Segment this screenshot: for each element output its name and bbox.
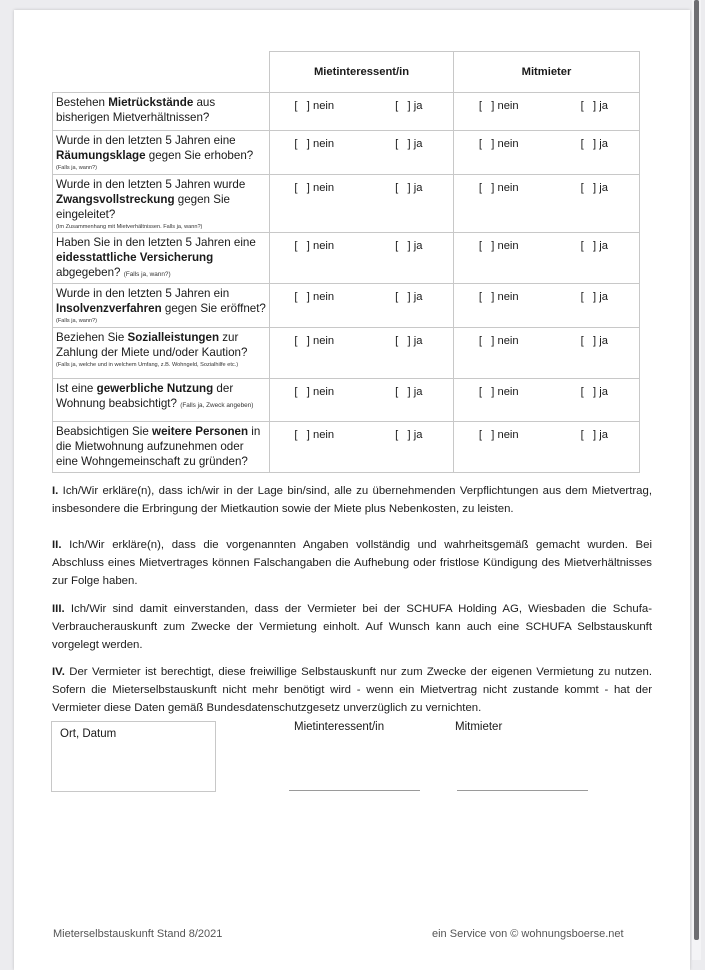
question-keyword: Zwangsvollstreckung [56,193,175,206]
question-keyword: Sozialleistungen [127,331,220,344]
tenant-checkbox-nein[interactable]: [ ] nein [294,240,335,252]
question-post: gegen Sie eröffnet? [161,302,266,315]
table-row [53,284,640,328]
tenant-checkbox-nein[interactable]: [ ] nein [294,386,335,398]
declaration-paragraph [52,482,652,518]
cotenant-checkbox-nein[interactable]: [ ] nein [478,240,519,252]
cotenant-checkbox-ja[interactable]: [ ] ja [580,100,608,112]
question-post: gegen Sie eingeleitet? [56,193,230,221]
question-keyword: weitere Personen [152,425,249,438]
footer-right: ein Service von © wohnungsboerse.net [432,928,624,940]
question-keyword: Mietrückstände [108,96,194,109]
cotenant-answer-cell [454,93,640,131]
question-text [53,379,269,414]
footer-left: Mieterselbstauskunft Stand 8/2021 [53,928,223,940]
tenant-checkbox-ja[interactable]: [ ] ja [395,100,423,112]
tenant-checkbox-ja[interactable]: [ ] ja [395,429,423,441]
question-text [53,233,269,283]
declaration-text: Ich/Wir erkläre(n), dass ich/wir in der Lage bin/sind, alle zu übernehmenden Verpflichtungen aus dem Mietvertrag, insbesondere die Erbringung der Mietkaution sowie der Miete plus Nebenkosten, zu leisten. [52,485,652,515]
question-keyword: gewerbliche Nutzung [96,382,214,395]
tenant-checkbox-nein[interactable]: [ ] nein [294,291,335,303]
question-pre: Ist eine [56,382,97,395]
question-cell [53,379,270,422]
cotenant-answer-cell [454,422,640,473]
question-cell [53,93,270,131]
declaration-text: Der Vermieter ist berechtigt, diese freiwillige Selbstauskunft nur zum Zwecke der eigenen Vermietung zu nutzen. Sofern die Mieterselbstauskunft nicht mehr benötigt wird - wenn ein Mietvertrag nicht zustande kommt - hat der Vermieter diese Daten gemäß Bundesdatenschutzgesetz unverzüglich zu vernichten. [52,666,652,714]
question-note: (Falls ja, welche und in welchem Umfang, z.B. Wohngeld, Sozialhilfe etc.) [56,362,239,368]
tenant-checkbox-ja[interactable]: [ ] ja [395,335,423,347]
tenant-answer-cell [270,328,454,379]
cotenant-answer-cell [454,284,640,328]
question-pre: Wurde in den letzten 5 Jahren eine [56,134,236,147]
question-note: (Falls ja, wann?) [56,165,98,171]
cotenant-checkbox-nein[interactable]: [ ] nein [478,138,519,150]
question-pre: Wurde in den letzten 5 Jahren ein [56,287,230,300]
tenant-checkbox-nein[interactable]: [ ] nein [294,100,335,112]
question-pre: Haben Sie in den letzten 5 Jahren eine [56,236,256,249]
tenant-answer-cell [270,233,454,284]
declaration-number: IV. [52,666,65,678]
question-cell [53,175,270,233]
tenant-checkbox-nein[interactable]: [ ] nein [294,182,335,194]
cotenant-checkbox-ja[interactable]: [ ] ja [580,429,608,441]
question-post: aus bisherigen Mietverhältnissen? [56,96,216,124]
place-date-field[interactable] [51,721,216,792]
question-cell [53,131,270,175]
tenant-checkbox-ja[interactable]: [ ] ja [395,386,423,398]
cotenant-checkbox-nein[interactable]: [ ] nein [478,100,519,112]
question-keyword: eidesstattliche Versicherung [56,251,214,264]
questionnaire-table [52,51,640,473]
cotenant-checkbox-nein[interactable]: [ ] nein [478,429,519,441]
table-row [53,328,640,379]
header-blank [53,52,270,93]
table-header-row [53,52,640,93]
tenant-answer-cell [270,422,454,473]
declaration-number: II. [52,539,62,551]
table-row [53,131,640,175]
cotenant-checkbox-ja[interactable]: [ ] ja [580,291,608,303]
tenant-signature-line[interactable] [289,790,420,791]
question-text [53,284,269,326]
table-row [53,379,640,422]
cotenant-checkbox-ja[interactable]: [ ] ja [580,386,608,398]
declaration-paragraph [52,663,652,717]
cotenant-signature-line[interactable] [457,790,588,791]
question-cell [53,284,270,328]
question-note-inline: (Falls ja, Zweck angeben) [180,402,254,409]
question-cell [53,422,270,473]
cotenant-answer-cell [454,233,640,284]
question-keyword: Räumungsklage [56,149,146,162]
header-tenant: Mietinteressent/in [270,52,454,93]
tenant-checkbox-ja[interactable]: [ ] ja [395,240,423,252]
document-page [14,10,690,970]
cotenant-checkbox-nein[interactable]: [ ] nein [478,182,519,194]
question-post: der Wohnung beabsichtigt? [56,382,234,410]
scrollbar-thumb[interactable] [694,0,699,940]
tenant-checkbox-nein[interactable]: [ ] nein [294,138,335,150]
tenant-checkbox-nein[interactable]: [ ] nein [294,429,335,441]
question-post: gegen Sie erhoben? [145,149,254,162]
question-text [53,175,269,232]
question-cell [53,233,270,284]
tenant-checkbox-ja[interactable]: [ ] ja [395,291,423,303]
cotenant-answer-cell [454,131,640,175]
tenant-answer-cell [270,175,454,233]
table-row [53,422,640,473]
tenant-checkbox-nein[interactable]: [ ] nein [294,335,335,347]
question-text [53,93,269,128]
question-post: abgegeben? [56,266,124,279]
cotenant-answer-cell [454,379,640,422]
cotenant-checkbox-nein[interactable]: [ ] nein [478,335,519,347]
header-cotenant: Mitmieter [454,52,640,93]
declaration-number: I. [52,485,59,497]
tenant-answer-cell [270,131,454,175]
question-text [53,131,269,173]
declaration-text: Ich/Wir sind damit einverstanden, dass der Vermieter bei der SCHUFA Holding AG, Wiesbaden die Schufa-Verbraucherauskunft zum Zwecke der Vermietung einholt. Auf Wunsch kann auch eine SCHUFA Selbstauskunft vorgelegt werden. [52,603,652,651]
tenant-answer-cell [270,284,454,328]
question-post: in die Mietwohnung aufzunehmen oder eine Wohngemeinschaft zu gründen? [56,425,261,468]
tenant-signature-label: Mietinteressent/in [294,721,385,733]
cotenant-checkbox-ja[interactable]: [ ] ja [580,335,608,347]
place-date-label: Ort, Datum [60,728,117,740]
question-post: zur Zahlung der Miete und/oder Kaution? [56,331,248,359]
cotenant-signature-label: Mitmieter [455,721,503,733]
cotenant-checkbox-nein[interactable]: [ ] nein [478,386,519,398]
tenant-answer-cell [270,93,454,131]
declaration-text: Ich/Wir erkläre(n), dass die vorgenannten Angaben vollständig und wahrheitsgemäß gemacht wurden. Bei Abschluss eines Mietvertrages können Falschangaben die Aufhebung oder fristlose Kündigung des Mietverhältnisses zur Folge haben. [52,539,652,587]
cotenant-checkbox-ja[interactable]: [ ] ja [580,138,608,150]
tenant-checkbox-ja[interactable]: [ ] ja [395,138,423,150]
declaration-paragraph [52,600,652,654]
cotenant-answer-cell [454,328,640,379]
scrollbar[interactable] [692,0,701,960]
question-note: (Falls ja, wann?) [56,318,98,324]
question-pre: Bestehen [56,96,109,109]
question-pre: Beabsichtigen Sie [56,425,153,438]
tenant-answer-cell [270,379,454,422]
cotenant-checkbox-ja[interactable]: [ ] ja [580,182,608,194]
tenant-checkbox-ja[interactable]: [ ] ja [395,182,423,194]
table-row [53,93,640,131]
question-text [53,328,269,370]
question-note: (Im Zusammenhang mit Mietverhältnissen. Falls ja, wann?) [56,224,203,230]
question-text [53,422,269,472]
cotenant-checkbox-ja[interactable]: [ ] ja [580,240,608,252]
question-note-inline: (Falls ja, wann?) [123,271,171,278]
question-cell [53,328,270,379]
question-pre: Wurde in den letzten 5 Jahren wurde [56,178,246,191]
cotenant-answer-cell [454,175,640,233]
cotenant-checkbox-nein[interactable]: [ ] nein [478,291,519,303]
declaration-number: III. [52,603,65,615]
question-pre: Beziehen Sie [56,331,128,344]
table-row [53,233,640,284]
declaration-paragraph [52,536,652,590]
table-row [53,175,640,233]
question-keyword: Insolvenzverfahren [56,302,162,315]
